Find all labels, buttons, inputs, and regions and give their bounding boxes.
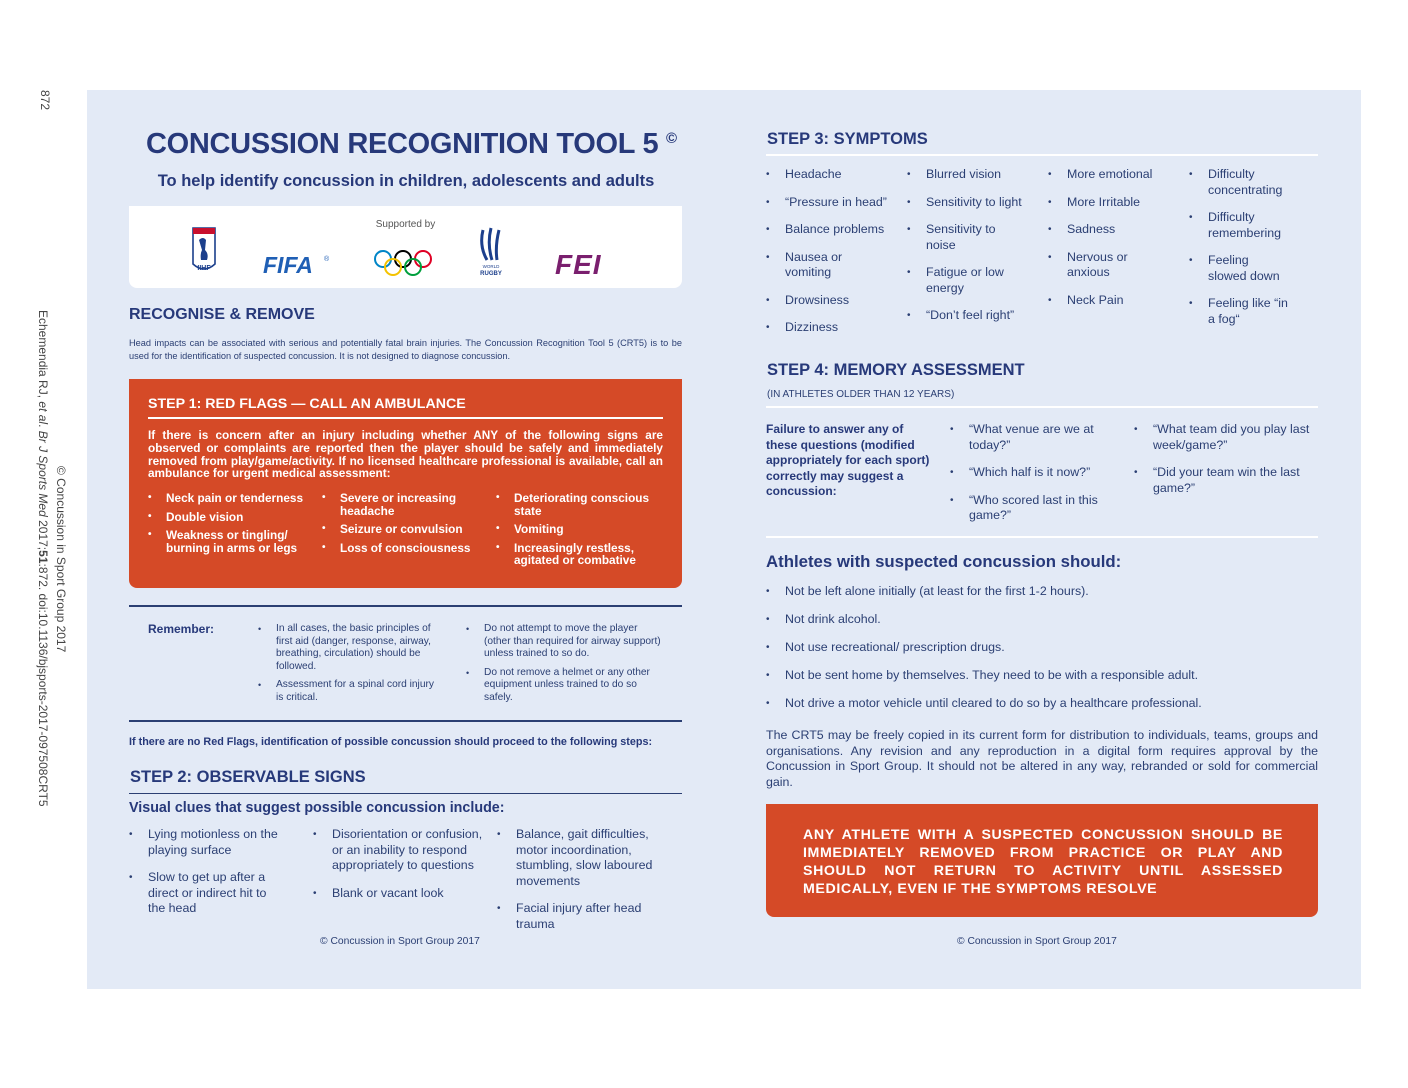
no-red-flags-note: If there are no Red Flags, identification of possible concussion should proceed to the following steps: <box>129 736 653 748</box>
supported-by-label: Supported by <box>375 219 436 230</box>
list-item: • More emotional <box>1048 167 1183 183</box>
step4-bottom-rule <box>766 536 1318 538</box>
step3-list-col2 <box>907 167 1042 336</box>
fei-logo <box>553 250 625 283</box>
list-item: • Neck Pain <box>1048 293 1183 309</box>
list-item: • Drowsiness <box>766 293 906 309</box>
list-item: • Sensitivity to noise <box>907 222 1007 253</box>
recognise-intro: Head impacts can be associated with serious and potentially fatal brain injuries. The Concussion Recognition Tool 5 (CRT5) is to be used for the identification of suspected concussion. It is not designed to diagnose concussion. <box>129 338 682 361</box>
warning-box <box>766 804 1318 917</box>
list-item: • Loss of consciousness <box>322 542 482 555</box>
iihf-logo <box>191 226 217 281</box>
list-item: • Severe or increasing headache <box>322 492 482 517</box>
list-item: • “Don’t feel right” <box>907 308 1042 324</box>
copyright-left: © Concussion in Sport Group 2017 <box>320 936 480 947</box>
list-item: • Feeling slowed down <box>1189 253 1289 284</box>
list-item: • Not drive a motor vehicle until cleared to do so by a healthcare professional. <box>766 696 1318 712</box>
list-item: • Nausea or vomiting <box>766 250 856 281</box>
step3-list-col4 <box>1189 167 1309 339</box>
step1-heading: STEP 1: RED FLAGS — CALL AN AMBULANCE <box>148 396 466 412</box>
list-item: • Not drink alcohol. <box>766 612 1318 628</box>
list-item: • Weakness or tingling/ burning in arms or legs <box>148 529 318 554</box>
remember-label: Remember: <box>148 622 215 636</box>
list-item: • “Which half is it now?” <box>950 465 1110 481</box>
remember-list-col2 <box>466 623 666 711</box>
list-item: • Balance, gait difficulties, motor incoordination, stumbling, slow laboured movements <box>497 827 672 889</box>
svg-text:FIFA: FIFA <box>263 252 313 276</box>
list-item: • Assessment for a spinal cord injury is critical. <box>258 679 438 704</box>
list-item: • “Who scored last in this game?” <box>950 493 1110 524</box>
svg-text:IIHF: IIHF <box>197 265 211 272</box>
step1-list-col1 <box>148 492 318 560</box>
athletes-heading: Athletes with suspected concussion should: <box>766 552 1122 571</box>
world-rugby-logo <box>475 226 507 283</box>
list-item: • Difficulty remembering <box>1189 210 1309 241</box>
list-item: • Disorientation or confusion, or an inability to respond appropriately to questions <box>313 827 488 874</box>
step2-heading: STEP 2: OBSERVABLE SIGNS <box>130 768 366 786</box>
list-item: • “What venue are we at today?” <box>950 422 1110 453</box>
margin-copyright: © Concussion in Sport Group 2017 <box>54 466 68 653</box>
list-item: • More Irritable <box>1048 195 1183 211</box>
recognise-remove-heading: RECOGNISE & REMOVE <box>129 306 315 323</box>
step3-heading: STEP 3: SYMPTOMS <box>767 130 928 148</box>
list-item: • Do not attempt to move the player (other than required for airway support) unless trained to so do. <box>466 623 666 661</box>
step3-rule <box>766 154 1318 156</box>
list-item: • Sadness <box>1048 222 1183 238</box>
copyright-right: © Concussion in Sport Group 2017 <box>957 936 1117 947</box>
step4-note: (IN ATHLETES OLDER THAN 12 YEARS) <box>767 389 955 400</box>
svg-text:RUGBY: RUGBY <box>480 271 502 277</box>
step4-failure-text: Failure to answer any of these questions (modified appropriately for each sport) correctly may suggest a concussion: <box>766 422 930 498</box>
citation-sep: . <box>36 424 50 431</box>
svg-text:WORLD: WORLD <box>482 264 500 269</box>
list-item: • Dizziness <box>766 320 906 336</box>
svg-text:FEI: FEI <box>555 250 602 278</box>
list-item: • Facial injury after head trauma <box>497 901 672 932</box>
step1-red-flags-box <box>129 379 682 588</box>
step4-questions-col1 <box>950 422 1110 536</box>
step4-questions-col2 <box>1134 422 1314 508</box>
page-number: 872 <box>38 90 52 111</box>
list-item: • In all cases, the basic principles of first aid (danger, response, airway, breathing, circulation) should be followed. <box>258 623 438 673</box>
remember-bottom-rule <box>129 720 682 722</box>
list-item: • “Did your team win the last game?” <box>1134 465 1314 496</box>
step2-rule <box>129 793 682 794</box>
page-title <box>146 128 677 161</box>
list-item: • Deteriorating conscious state <box>496 492 671 517</box>
olympic-rings-logo <box>373 248 433 283</box>
list-item: • Slow to get up after a direct or indirect hit to the head <box>129 870 279 917</box>
list-item: • Lying motionless on the playing surface <box>129 827 279 858</box>
step1-list-col2 <box>322 492 482 560</box>
step4-rule <box>766 406 1318 408</box>
sponsor-logos <box>129 206 682 288</box>
list-item: • Do not remove a helmet or any other equipment unless trained to do so safely. <box>466 667 666 705</box>
step1-paragraph: If there is concern after an injury including whether ANY of the following signs are observed or complaints are reported then the player should be safely and immediately removed from play/game/activity. If no licensed healthcare professional is available, call an ambulance for urgent medical assessment: <box>148 428 663 481</box>
list-item: • Headache <box>766 167 906 183</box>
citation-authors: Echemendia RJ, <box>36 310 50 402</box>
fifa-logo <box>263 252 333 281</box>
list-item: • Balance problems <box>766 222 906 238</box>
step3-list-col1 <box>766 167 906 348</box>
crt5-license-paragraph: The CRT5 may be freely copied in its current form for distribution to individuals, teams, groups and organisations. Any revision and any reproduction in a digital form requires approval by the Concussion in Sport Group. It should not be altered in any way, rebranded or sold for commercial gain. <box>766 728 1318 789</box>
title-text: CONCUSSION RECOGNITION TOOL 5 <box>146 128 659 160</box>
list-item: • Blurred vision <box>907 167 1042 183</box>
list-item: • Increasingly restless, agitated or combative <box>496 542 671 567</box>
remember-list-col1 <box>258 623 438 711</box>
step2-list-col2 <box>313 827 488 913</box>
step1-list-col3 <box>496 492 671 573</box>
citation-year: 2017; <box>36 516 50 551</box>
list-item: • Sensitivity to light <box>907 195 1042 211</box>
list-item: • Not be left alone initially (at least for the first 1-2 hours). <box>766 584 1318 600</box>
list-item: • “Pressure in head” <box>766 195 906 211</box>
athletes-list <box>766 584 1318 723</box>
remember-top-rule <box>129 605 682 607</box>
svg-text:®: ® <box>324 256 330 263</box>
list-item: • Double vision <box>148 511 318 524</box>
step4-heading: STEP 4: MEMORY ASSESSMENT <box>767 361 1025 379</box>
list-item: • “What team did you play last week/game?” <box>1134 422 1314 453</box>
list-item: • Difficulty concentrating <box>1189 167 1309 198</box>
list-item: • Not be sent home by themselves. They need to be with a responsible adult. <box>766 668 1318 684</box>
warning-text: ANY ATHLETE WITH A SUSPECTED CONCUSSION SHOULD BE IMMEDIATELY REMOVED FROM PRACTICE OR PLAY AND SHOULD NOT RETURN TO ACTIVITY UNTIL ASSESSED MEDICALLY, EVEN IF THE SYMPTOMS RESOLVE <box>803 827 1283 897</box>
citation-etal: et al <box>36 401 50 425</box>
citation-doi: :872. doi:10.1136/bjsports-2017-097508CRT5 <box>36 563 50 807</box>
citation <box>36 310 50 807</box>
list-item: • Vomiting <box>496 523 671 536</box>
list-item: • Feeling like “in a fog“ <box>1189 296 1289 327</box>
step3-list-col3 <box>1048 167 1183 320</box>
step2-list-col3 <box>497 827 672 944</box>
list-item: • Fatigue or low energy <box>907 265 1007 296</box>
citation-volume: 51 <box>36 550 50 564</box>
page-subtitle: To help identify concussion in children, adolescents and adults <box>157 172 655 190</box>
list-item: • Not use recreational/ prescription drugs. <box>766 640 1318 656</box>
list-item: • Neck pain or tenderness <box>148 492 318 505</box>
list-item: • Blank or vacant look <box>313 886 488 902</box>
step1-rule <box>148 417 663 419</box>
citation-journal: Br J Sports Med <box>36 430 50 517</box>
step2-subheading: Visual clues that suggest possible concussion include: <box>129 800 505 816</box>
list-item: • Nervous or anxious <box>1048 250 1148 281</box>
copyright-mark: © <box>666 130 677 147</box>
list-item: • Seizure or convulsion <box>322 523 482 536</box>
step2-list-col1 <box>129 827 279 929</box>
